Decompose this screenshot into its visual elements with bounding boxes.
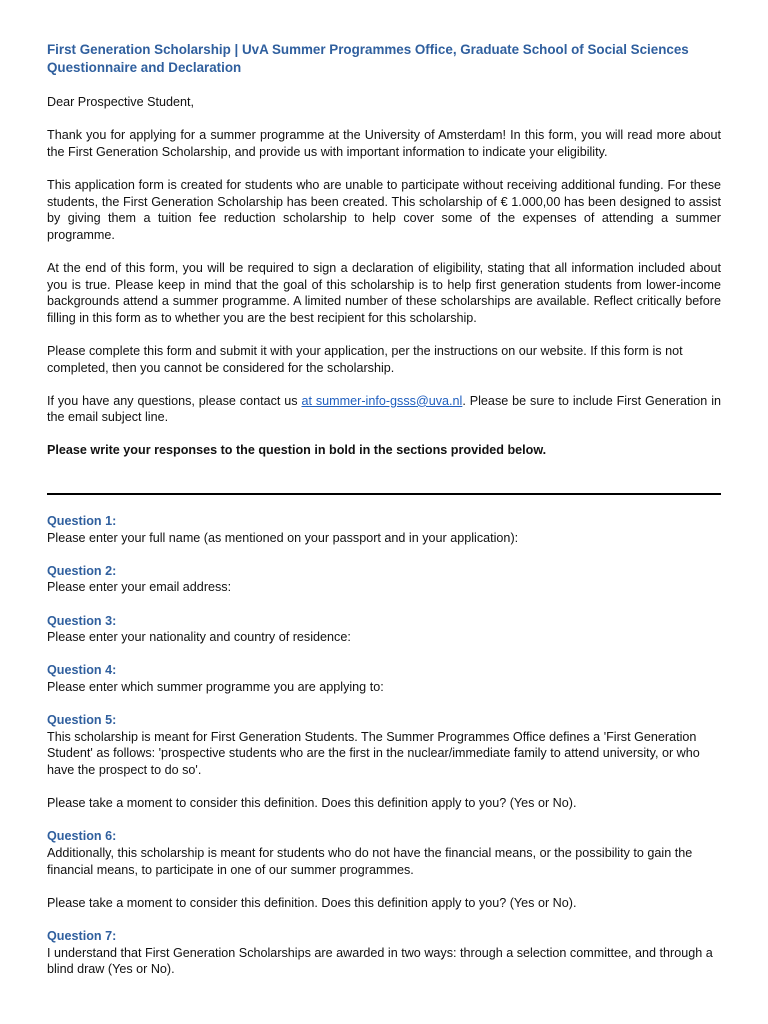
question-label: Question 3: — [47, 613, 117, 628]
question-label: Question 7: — [47, 928, 117, 943]
questions-section — [47, 513, 721, 978]
contact-text-after: . Please be sure to include First Generation in the email subject line. — [47, 393, 721, 425]
question-text: Please enter your nationality and country of residence: — [47, 630, 351, 645]
document-subtitle: Questionnaire and Declaration — [47, 60, 242, 75]
question-6 — [47, 828, 721, 911]
contact-paragraph — [47, 393, 721, 426]
question-7 — [47, 928, 721, 978]
intro-paragraph-3: At the end of this form, you will be required to sign a declaration of eligibility, stating that all information included about you is true. Please keep in mind that the goal of this scholarship is to help first generation students from lower-income backgrounds attend a summer programme. A limited number of these scholarships are available. Reflect critically before filling in this form as to whether you are the best recipient for this scholarship. — [47, 260, 721, 325]
question-label: Question 1: — [47, 514, 117, 529]
question-follow-up: Please take a moment to consider this definition. Does this definition apply to you? (Yes or No). — [47, 895, 577, 910]
question-1 — [47, 513, 721, 546]
question-follow-up: Please take a moment to consider this definition. Does this definition apply to you? (Yes or No). — [47, 796, 577, 811]
question-text: Please enter your email address: — [47, 580, 232, 595]
greeting: Dear Prospective Student, — [47, 95, 195, 109]
document-header — [47, 41, 721, 77]
intro-paragraph-1: Thank you for applying for a summer programme at the University of Amsterdam! In this form, you will read more about the First Generation Scholarship, and provide us with important information to indicate your eligibility. — [47, 128, 721, 159]
contact-text-before: If you have any questions, please contact us — [47, 393, 302, 408]
contact-email-link[interactable]: at summer-info-gsss@uva.nl — [301, 393, 463, 408]
intro-paragraph-4: Please complete this form and submit it with your application, per the instructions on our website. If this form is not completed, then you cannot be considered for the scholarship. — [47, 343, 683, 375]
question-label: Question 4: — [47, 663, 117, 678]
question-text: I understand that First Generation Scholarships are awarded in two ways: through a selection committee, and through a blind draw (Yes or No). — [47, 945, 713, 977]
question-2 — [47, 563, 721, 596]
question-4 — [47, 662, 721, 695]
document-title: First Generation Scholarship | UvA Summer Programmes Office, Graduate School of Social Sciences — [47, 42, 689, 57]
question-label: Question 5: — [47, 713, 117, 728]
intro-section — [47, 94, 721, 459]
question-text: Additionally, this scholarship is meant for students who do not have the financial means, or the possibility to gain the financial means, to participate in one of our summer programmes. — [47, 845, 693, 877]
question-text: Please enter your full name (as mentioned on your passport and in your application): — [47, 530, 519, 545]
question-text: Please enter which summer programme you are applying to: — [47, 680, 384, 694]
question-text: This scholarship is meant for First Generation Students. The Summer Programmes Office defines a 'First Generation Student' as follows: 'prospective students who are the first in the nuclear/immediate family to attend university, or who have the prospect to do so'. — [47, 729, 700, 777]
instruction-text: Please write your responses to the question in bold in the sections provided below. — [47, 443, 547, 458]
question-label: Question 6: — [47, 829, 117, 844]
intro-paragraph-2: This application form is created for students who are unable to participate without receiving additional funding. For these students, the First Generation Scholarship has been created. This scholarship of € 1.000,00 has been designed to assist by giving them a tuition fee reduction scholarship to help cover some of the expenses of attending a summer programme. — [47, 177, 721, 242]
question-3 — [47, 613, 721, 646]
question-label: Question 2: — [47, 563, 117, 578]
question-5 — [47, 712, 721, 812]
section-divider — [47, 493, 721, 495]
